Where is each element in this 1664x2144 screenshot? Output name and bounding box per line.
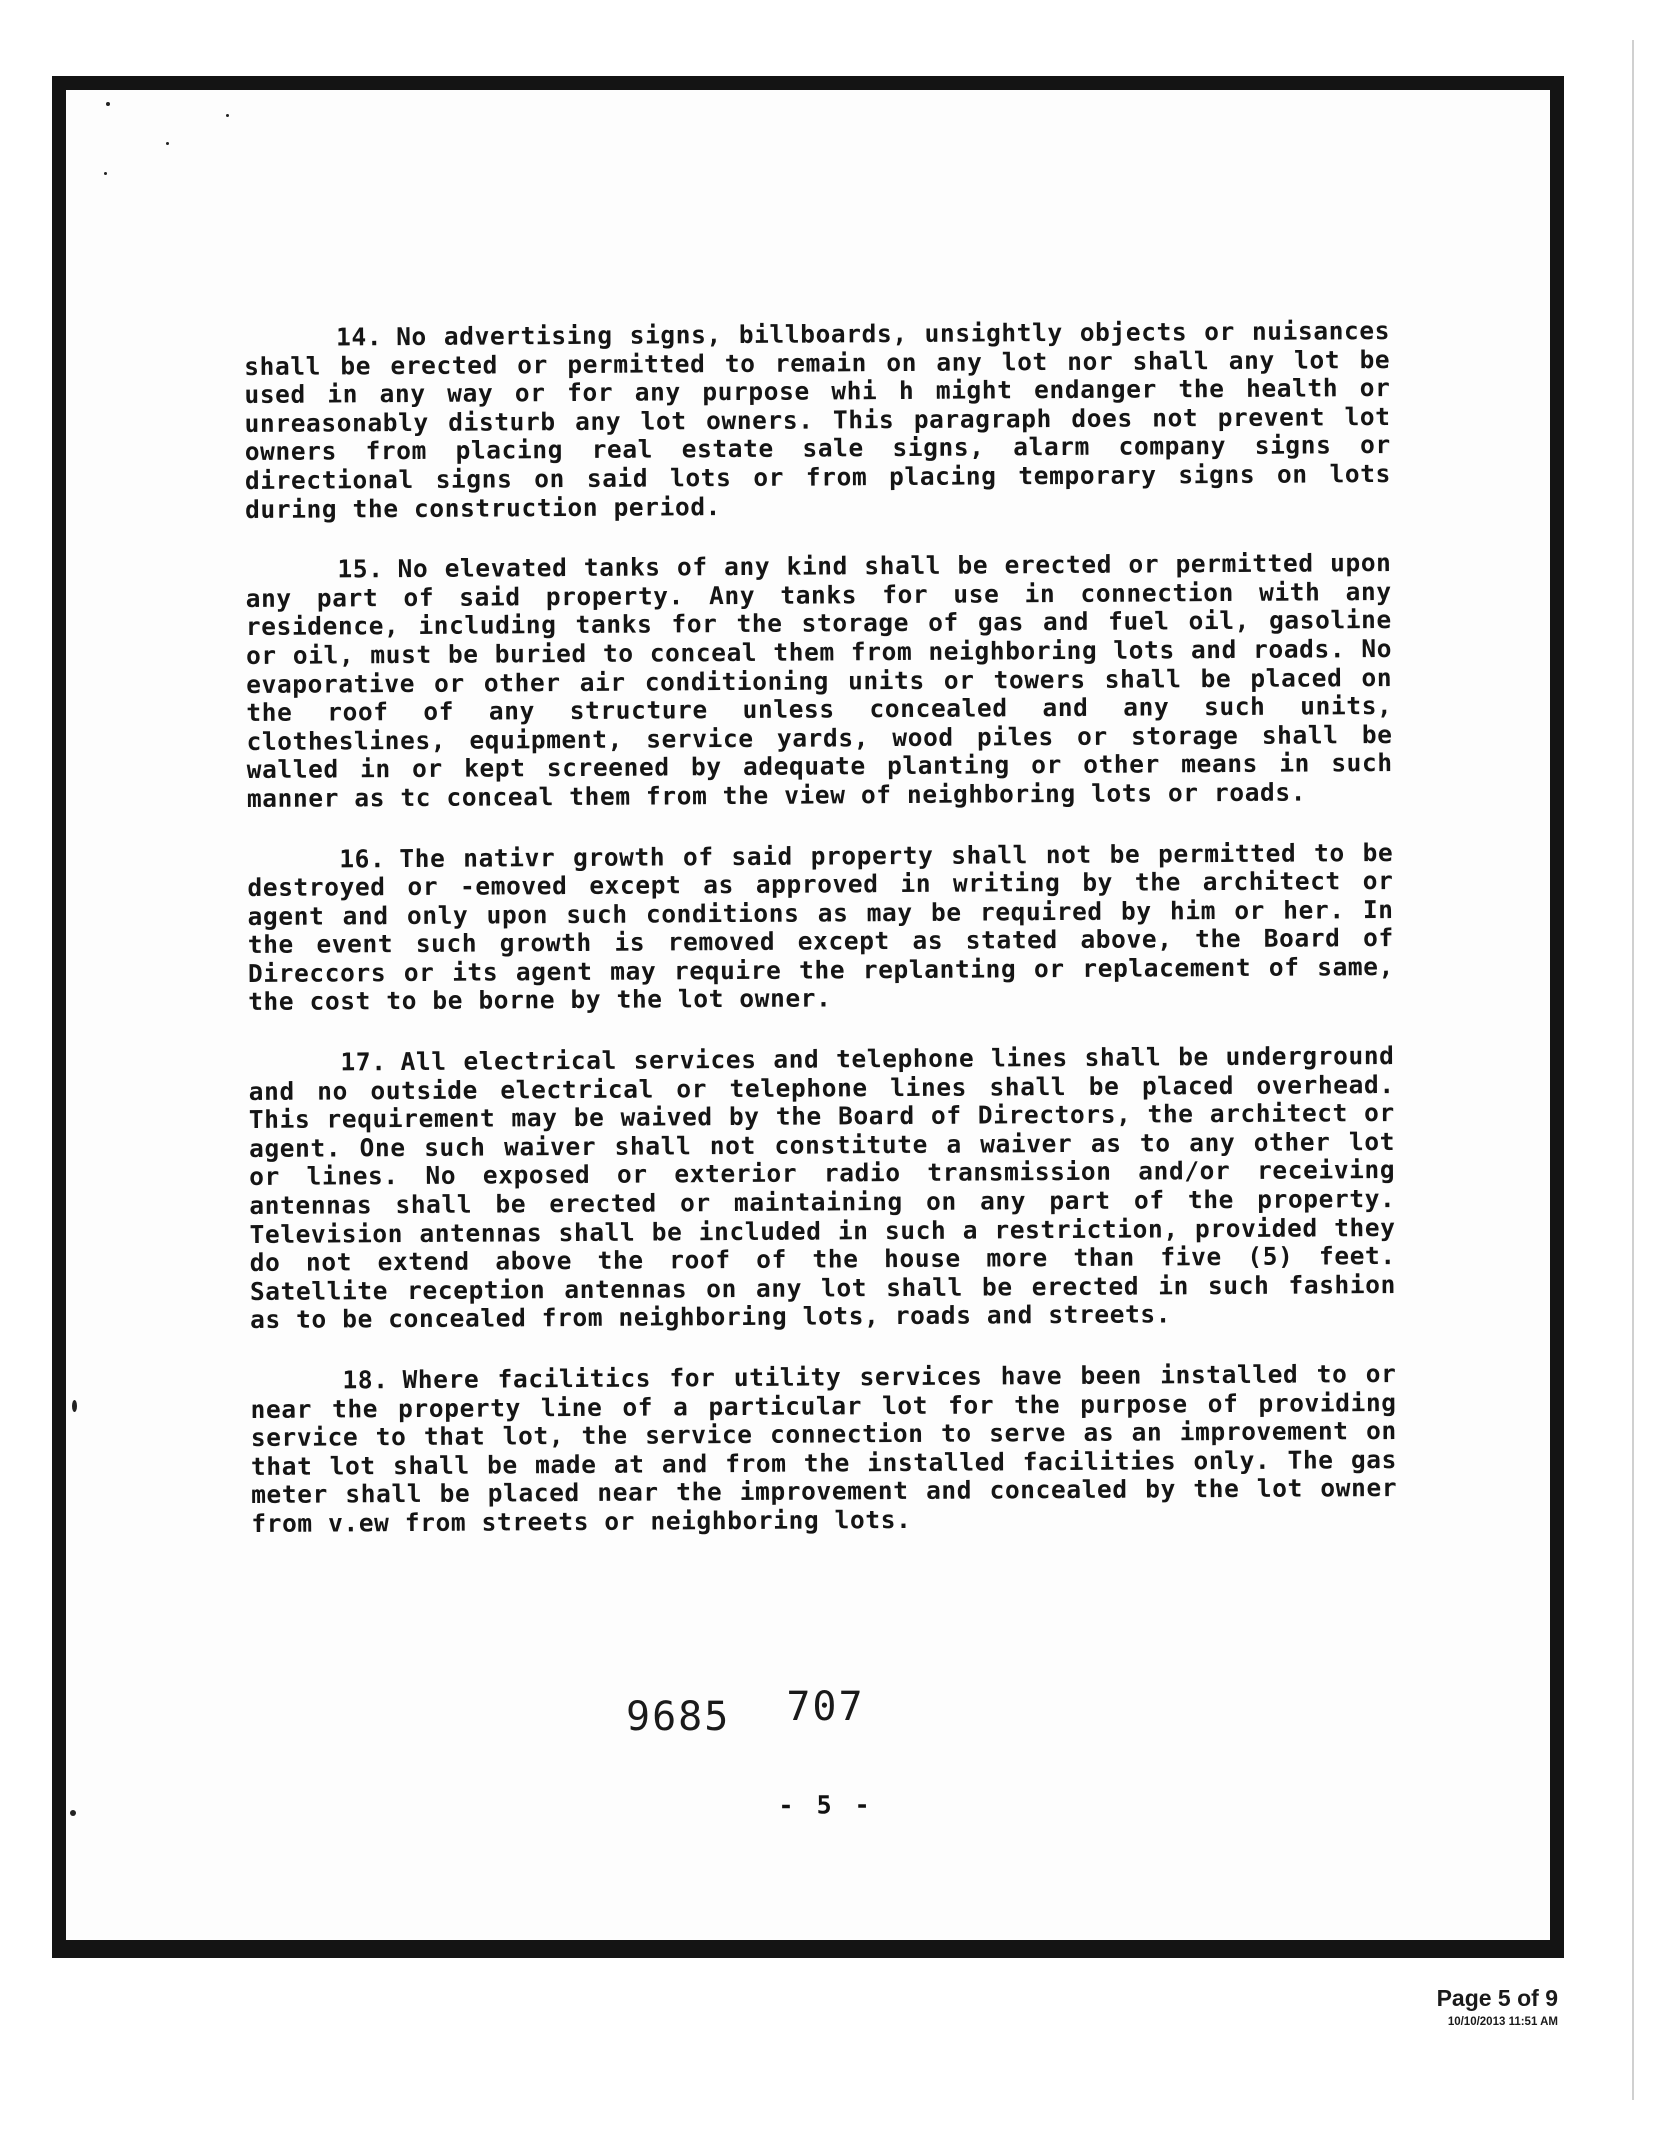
scan-speck <box>104 172 107 175</box>
paragraph-16 <box>247 838 1394 1017</box>
paragraph-text: The nativr growth of said property shall not be permitted to be destroyed or -emoved except as approved in writing by the architect or agent and only upon such conditions as may be required by him or her. In the event such growth is removed except as stated above, the Board of Direccors or its agent may require the replanting or replacement of same, the cost to be borne by the lot owner. <box>247 837 1395 1017</box>
paragraph-text: No advertising signs, billboards, unsightly objects or nuisances shall be erected or permitted to remain on any lot nor shall any lot be used in any way or for any purpose whi h might endanger the health or unreasonably disturb any lot owners. This paragraph does not prevent lot owners from placing real estate sale signs, alarm company signs or directional signs on said lots or from placing temporary signs on lots during the construction period. <box>244 315 1392 524</box>
footer-timestamp: 10/10/2013 11:51 AM <box>1447 2016 1558 2028</box>
scanned-page-frame <box>52 76 1564 1958</box>
paragraph-number: 15. <box>337 554 384 584</box>
scan-speck <box>106 102 110 106</box>
paragraph-15 <box>245 549 1393 813</box>
paragraph-number: 14. <box>335 322 383 352</box>
paragraph-14 <box>244 317 1391 524</box>
paragraph-text: All electrical services and telephone lines shall be underground and no outside electrical or telephone lines shall be placed overhead. This requirement may be waived by the Board of Directors, the architect or agent. One such waiver shall not constitute a waiver as to any other lot or lines. No exposed or exterior radio transmission and/or receiving antennas shall be erected or maintaining on any part of the property. Television antennas shall be included in such a restriction, provided they do not extend above the roof of the house more than five (5) feet. Satellite reception antennas on any lot shall be erected in such fashion as to be concealed from neighboring lots, roads and streets. <box>248 1041 1396 1335</box>
paragraph-17 <box>248 1042 1396 1335</box>
paragraph-number: 18. <box>342 1365 389 1395</box>
paragraph-number: 16. <box>339 843 386 873</box>
scan-speck <box>166 142 169 145</box>
scan-speck <box>72 1400 77 1412</box>
book-number: 9685 <box>626 1694 731 1740</box>
paragraph-text: No elevated tanks of any kind shall be erected or permitted upon any part of said property. Any tanks for use in connection with any residence, including tanks for the storage of gas and fuel oil, gasoline or oil, must be buried to conceal them from neighboring lots and roads. No evaporative or other air conditioning units or towers shall be placed on the roof of any structure unless concealed and any such units, clotheslines, equipment, service yards, wood piles or storage shall be walled in or kept screened by adequate planting or other means in such manner as tc conceal them from the view of neighboring lots or roads. <box>245 548 1393 813</box>
footer-page-label: Page 5 of 9 <box>1436 1985 1558 2011</box>
page-number: 707 <box>786 1684 865 1730</box>
scan-speck <box>226 114 229 117</box>
scanned-page <box>66 90 1550 1940</box>
page-marker: - 5 - <box>778 1790 874 1820</box>
scan-edge-line <box>1632 40 1634 2100</box>
book-page-stamp <box>626 1684 865 1740</box>
paragraph-number: 17. <box>340 1047 387 1077</box>
paragraph-text: Where facilitics for utility services have been installed to or near the property line of a particular lot for the purpose of providing service to that lot, the service connection to serve as an improvement on that lot shall be made at and from the installed facilities only. The gas meter shall be placed near the improvement and concealed by the lot owner from v.ew from streets or neighboring lots. <box>250 1358 1398 1538</box>
scan-speck <box>70 1810 76 1816</box>
paragraph-18 <box>250 1360 1397 1539</box>
